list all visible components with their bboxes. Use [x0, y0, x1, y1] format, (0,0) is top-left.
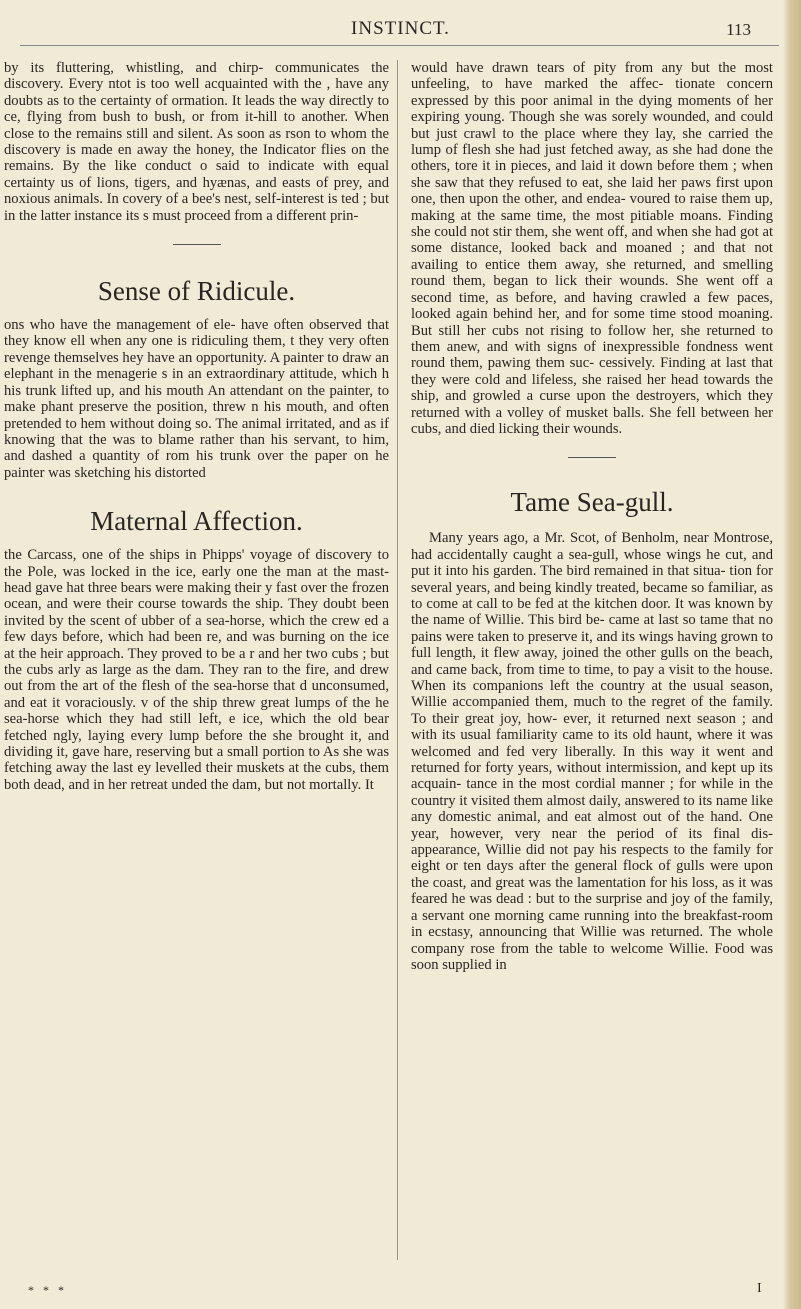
- section-divider: [173, 244, 221, 245]
- right-column: [411, 60, 773, 973]
- column-divider: [397, 60, 398, 1260]
- section-text-tame-sea-gull: Many years ago, a Mr. Scot, of Benholm, near Montrose, had accidentally caught a sea-gull, whose wings he cut, and put it into his garden. The bird remained in that situa- tion for several years, and being kindly treated, became so familiar, as to come at call to be fed at the kitchen door. It was known by the name of Willie. This bird be- came at last so tame that no pains were taken to preserve it, and its wings having grown to full length, it flew away, joined the other gulls on the beach, and came back, from time to time, to pay a visit to the house. When its companions left the country at the usual season, Willie accompanied them, much to the regret of the family. To their great joy, how- ever, it returned next season ; and with its usual familiarity came to its old haunt, where it was welcomed and fed very liberally. In this way it went and returned for forty years, without intermission, and kept up its acquain- tance in the most cordial manner ; for while in the country it visited them almost daily, answered to its name like any domestic animal, and eat almost out of the hand. One year, however, very near the period of its final dis- appearance, Willie did not pay his respects to the family for eight or ten days after the general flock of gulls were upon the coast, and great was the lamentation for his loss, as it was feared he was dead : but to the surprise and joy of the family, a servant one morning came running into the breakfast-room in ecstasy, announcing that Willie was returned. The whole company rose from the table to welcome Willie. Food was soon supplied in: [411, 530, 773, 973]
- page-edge: [783, 0, 801, 1309]
- signature-mark: I: [757, 1281, 762, 1296]
- section-text-sense-of-ridicule: ons who have the management of ele- have often observed that they know ell when any one is ridiculing them, t they very often revenge themselves hey have an opportunity. A painter to draw an elephant in the menagerie s in an extraordinary attitude, which h his trunk lifted up, and his mouth An attendant on the painter, to make phant preserve the position, threw n his mouth, and often pretended to hem without doing so. The animal irritated, and as if knowing that the was to blame rather than his servant, to him, and dashed a quantity of rom his trunk over the paper on he painter was sketching his distorted: [4, 317, 389, 481]
- header-rule: [20, 45, 779, 46]
- left-paragraph-1: by its fluttering, whistling, and chirp- communicates the discovery. Every ntot is too well acquainted with the , have any doubts as to the certainty of ormation. It leads the way directly to ce, flying from bush to bush, or from it-hill to another. When close to the remains still and silent. As soon as rson to whom the discovery is made en away the honey, the Indicator flies on the remains. By the like conduct o said to indicate with equal certainty us of lions, tigers, and hyænas, and easts of prey, and noxious animals. In covery of a bee's nest, self-interest is ted ; but in the latter instance its s must proceed from a different prin-: [4, 60, 389, 224]
- section-text-maternal-affection: the Carcass, one of the ships in Phipps' voyage of discovery to the Pole, was locked in the ice, early one the man at the mast-head gave hat three bears were making their y fast over the frozen ocean, and were their course towards the ship. They doubt been invited by the scent of ubber of a sea-horse, which the crew ed a few days before, which had been re, and was burning on the ice at the heir approach. They proved to be a r and her two cubs ; but the cubs arly as large as the dam. They ran to the fire, and drew out from the art of the flesh of the sea-horse that d unconsumed, and eat it voraciously. v of the ship threw great lumps of the he sea-horse which they had still left, e ice, which the old bear fetched ngly, laying every lump before the she brought it, and dividing it, gave hare, reserving but a small portion to As she was fetching away the last ey levelled their muskets at the cubs, them both dead, and in her retreat unded the dam, but not mortally. It: [4, 547, 389, 793]
- footer-mark: * * *: [28, 1283, 67, 1297]
- section-title-tame-sea-gull: Tame Sea-gull.: [510, 487, 674, 518]
- left-column: [0, 60, 389, 793]
- running-title: INSTINCT.: [351, 18, 450, 39]
- section-title-sense-of-ridicule: Sense of Ridicule.: [97, 276, 296, 307]
- page-number: 113: [726, 20, 751, 39]
- section-divider: [568, 457, 616, 458]
- section-title-maternal-affection: Maternal Affection.: [90, 506, 303, 537]
- right-paragraph-1: would have drawn tears of pity from any but the most unfeeling, to have marked the affec- tionate concern expressed by this poor animal in the dying moments of her expiring young. Though she was sorely wounded, and could but just crawl to the place where they lay, she carried the lump of flesh she had just fetched away, as she had done the others, tore it in pieces, and laid it down before them ; when she saw that they refused to eat, she laid her paws first upon one, then upon the other, and endea- voured to raise them up, making at the same time, the most pitiable moans. Finding she could not stir them, she went off, and when she had got at some distance, looked back and moaned ; and that not availing to entice them away, she returned, and smelling round them, began to lick their wounds. She went off a second time, as before, and having crawled a few paces, looked again behind her, and for some time stood moaning. But still her cubs not rising to follow her, she returned to them anew, and with signs of inexpressible fondness went round them, pawing them suc- cessively. Finding at last that they were cold and lifeless, she raised her head towards the ship, and growled a curse upon the destroyers, which they returned with a volley of musket balls. She fell between her cubs, and died licking their wounds.: [411, 60, 773, 437]
